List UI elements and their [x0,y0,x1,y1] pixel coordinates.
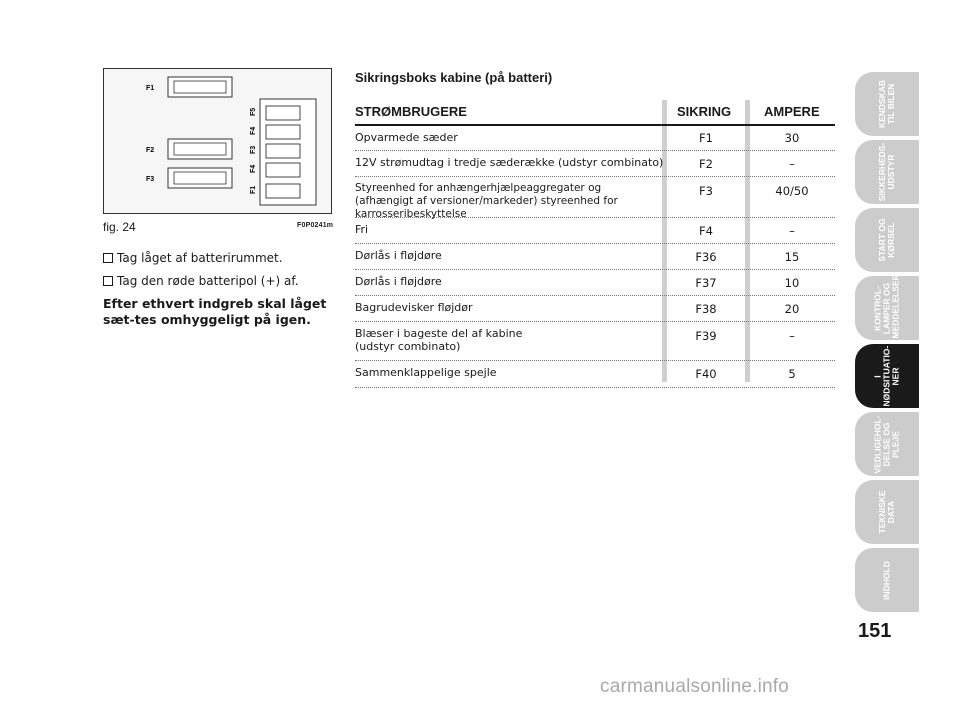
cell-fuse: F40 [695,367,717,381]
tab-label: START OG KØRSEL [877,218,896,262]
table-row [355,126,835,151]
tab-label: VEDLIGEHOL- DELSE OG PLEJE [872,414,901,474]
fuse-label-f4-lower: F4 [250,164,257,173]
checkbox-icon [103,276,113,286]
cell-ampere: 30 [784,131,800,145]
cell-consumer: Dørlås i fløjdøre [355,249,442,262]
fuse-label-f3-right: F3 [250,145,257,154]
table-header [355,100,835,126]
cell-consumer: Dørlås i fløjdøre [355,275,442,288]
table-row [355,151,835,177]
cell-fuse: F3 [699,184,713,198]
step-text: Tag låget af batterirummet. [117,251,283,265]
checkbox-icon [103,253,113,263]
section-title: Sikringsboks kabine (på batteri) [355,70,553,85]
cell-consumer: Fri [355,223,369,236]
fuse-label-f1: F1 [146,85,155,92]
cell-consumer: Sammenklappelige spejle [355,366,497,379]
cell-ampere: – [789,156,795,171]
cell-consumer: Opvarmede sæder [355,131,458,144]
fuse-label-f4-upper: F4 [250,126,257,135]
warning-text: Efter ethvert indgreb skal låget sæt-tes omhyggeligt på igen. [103,296,327,327]
cell-fuse: F39 [695,329,717,343]
step-item [103,273,343,289]
cell-consumer: 12V strømudtag i tredje sæderække (udstyr combinato) [355,156,664,169]
cell-ampere: – [789,223,795,238]
fuse-table [355,100,835,388]
cell-ampere: 40/50 [775,184,809,198]
cell-fuse: F36 [695,249,717,264]
cell-consumer: Styreenhed for anhængerhjælpeaggregater og (afhængigt af versioner/markeder) styreenhed for karrosseribeskyttelse [355,182,618,220]
fuse-box-diagram [104,69,331,213]
right-fuse-block [260,99,316,205]
tab-label: KONTROL- LAMPER OG MEDDELELSER [872,273,901,338]
tab-sikkerhedsudstyr[interactable] [855,140,919,204]
cell-ampere: – [789,329,795,343]
tab-label: I NØDSITUATIO- NER [872,345,901,406]
fuse-box-figure [103,68,332,214]
table-row [355,322,835,361]
cell-consumer: Blæser i bageste del af kabine (udstyr combinato) [355,327,523,353]
table-row [355,177,835,218]
figure-code: F0P0241m [297,222,334,229]
cell-consumer: Bagrudevisker fløjdør [355,301,473,314]
tab-start-og-korsel[interactable] [855,208,919,272]
cell-ampere: 5 [788,367,796,381]
fuse-label-f3: F3 [146,176,155,183]
cell-fuse: F1 [699,131,713,145]
fuse-label-f1-right: F1 [250,185,257,194]
header-consumer: STRØMBRUGERE [355,104,467,119]
table-row [355,361,835,388]
tab-vedligeholdelse[interactable] [855,412,919,476]
tab-kontrollamper[interactable] [855,273,919,340]
tab-nodsituationer[interactable] [855,344,919,408]
tab-label: SIKKERHEDS- UDSTYR [877,142,896,202]
cell-ampere: 20 [784,301,800,316]
step-item [103,250,343,266]
table-row [355,296,835,322]
left-fuse-group [168,77,232,188]
table-row [355,270,835,296]
header-ampere: AMPERE [764,104,820,119]
tab-label: KENDSKAB TIL BILEN [877,79,896,129]
step-text: Tag den røde batteripol (+) af. [117,274,299,288]
tab-label: INDHOLD [881,560,892,600]
fuse-label-f5: F5 [250,107,257,116]
cell-fuse: F38 [695,301,717,316]
table-row [355,244,835,270]
tab-tekniske-data[interactable] [855,480,919,544]
cell-fuse: F4 [699,223,713,238]
tab-indhold[interactable] [855,548,919,612]
instruction-steps [103,250,343,328]
cell-ampere: 10 [784,275,800,290]
page-number: 151 [858,620,892,642]
tab-kendskab-til-bilen[interactable] [855,72,919,136]
tab-label: TEKNISKE DATA [877,490,896,534]
header-fuse: SIKRING [677,104,732,119]
cell-fuse: F37 [695,275,717,290]
fuse-label-f2: F2 [146,147,155,154]
watermark: carmanualsonline.info [600,676,790,697]
cell-ampere: 15 [784,249,800,264]
cell-fuse: F2 [699,156,713,171]
figure-caption: fig. 24 [103,220,136,234]
table-row [355,218,835,244]
